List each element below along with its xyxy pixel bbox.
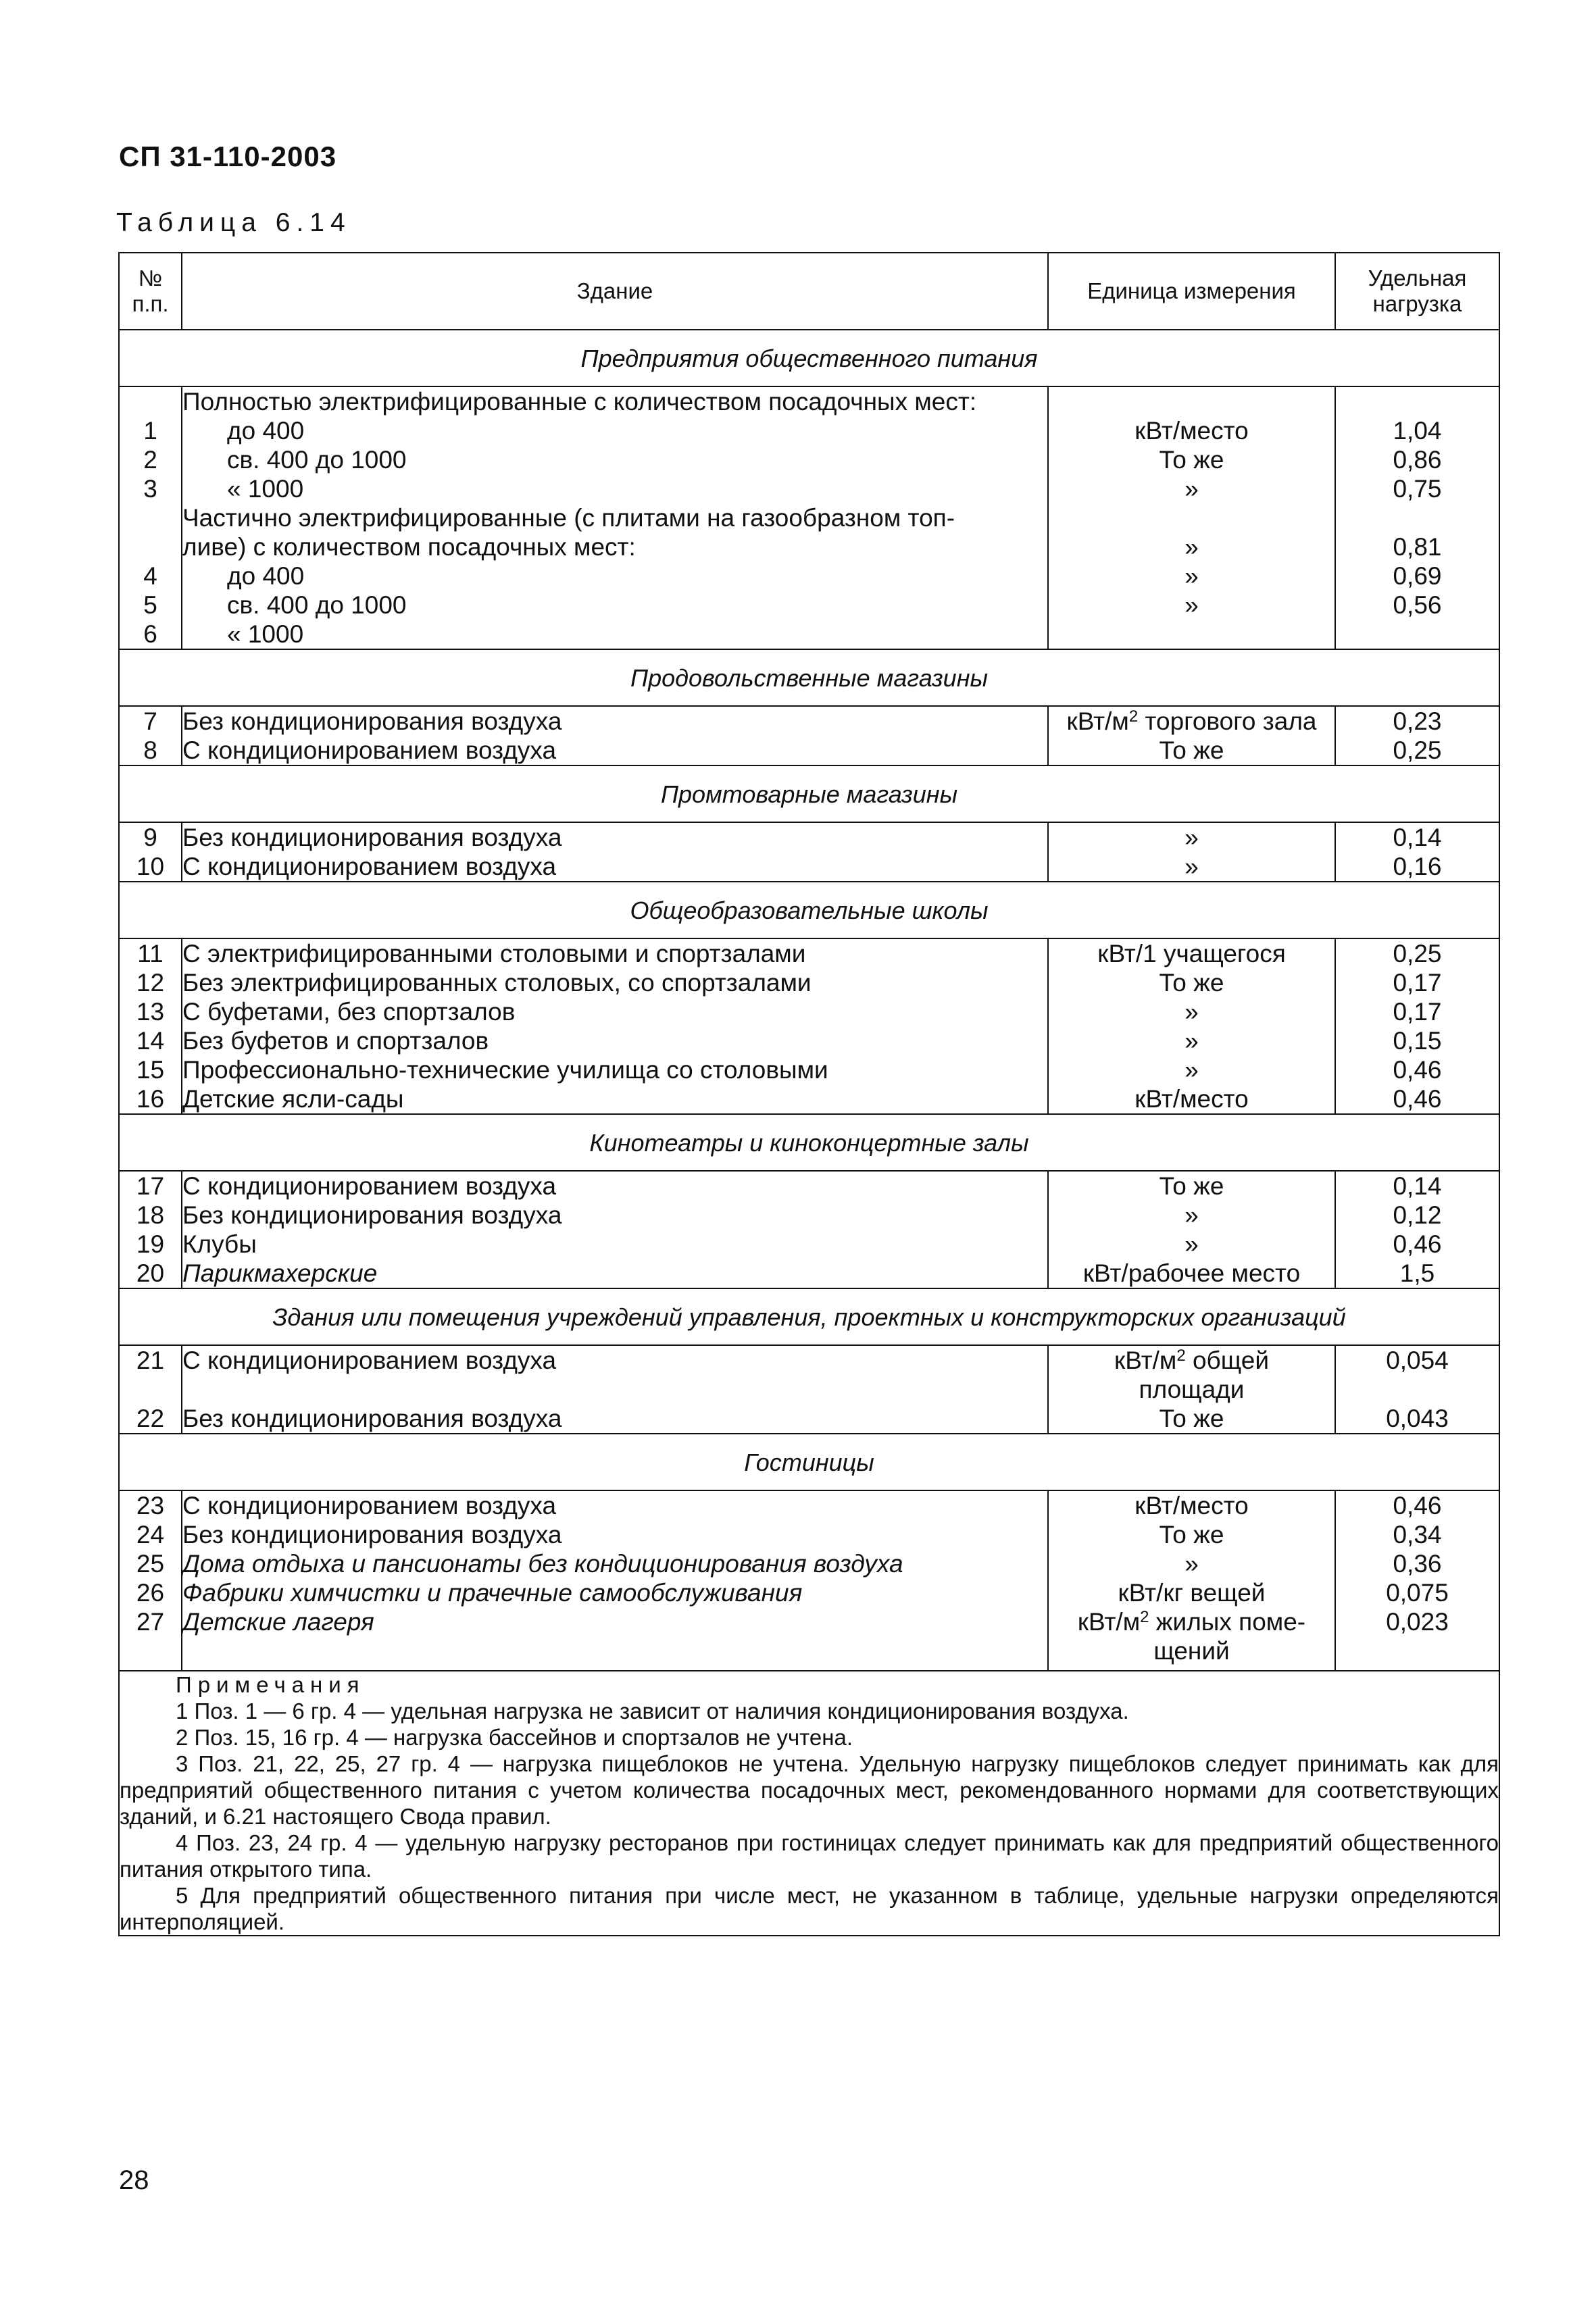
row-value: 1,5: [1399, 1259, 1435, 1287]
row-value: 0,17: [1393, 998, 1442, 1026]
table-row: [119, 822, 1499, 882]
row-names: [182, 938, 1048, 1114]
row-unit: То же: [1159, 1405, 1224, 1432]
row-unit: кВт/1 учащегося: [1097, 940, 1286, 967]
note-item: 1 Поз. 1 — 6 гр. 4 — удельная нагрузка не зависит от наличия кондиционирования воздуха.: [176, 1699, 1129, 1724]
row-units: [1048, 938, 1335, 1114]
row-num: [120, 503, 181, 532]
row-value: 0,14: [1393, 824, 1442, 851]
row-units: [1048, 822, 1335, 882]
row-num: 24: [136, 1521, 165, 1549]
table-row: [119, 1490, 1499, 1671]
row-unit: То же: [1159, 1521, 1224, 1549]
row-num: 21: [136, 1347, 165, 1374]
row-name: С электрифицированными столовыми и спортзалами: [182, 940, 806, 967]
row-value: 0,054: [1386, 1347, 1449, 1374]
row-name: С кондиционированием воздуха: [182, 1492, 557, 1519]
row-unit: кВт/место: [1134, 1492, 1249, 1519]
row-value: 0,36: [1393, 1550, 1442, 1578]
row-num: 9: [143, 824, 157, 851]
header-num: № п.п.: [119, 253, 182, 330]
row-name: С кондиционированием воздуха: [182, 1347, 557, 1374]
row-num: 10: [136, 853, 165, 880]
row-num: 11: [137, 940, 164, 967]
row-unit: »: [1184, 998, 1199, 1026]
row-name: Дома отдыха и пансионаты без кондиционирования воздуха: [182, 1550, 903, 1578]
row-unit: »: [1184, 1201, 1199, 1229]
row-values: [1335, 938, 1499, 1114]
row-num: 20: [136, 1259, 165, 1287]
row-name: до 400: [227, 562, 305, 590]
row-value: 0,81: [1393, 533, 1442, 561]
row-num: 5: [143, 591, 157, 619]
section-title: Общеобразовательные школы: [119, 882, 1499, 938]
row-name: Частично электрифицированные (с плитами на газообразном топ-: [182, 504, 955, 532]
section-title: Предприятия общественного питания: [119, 330, 1499, 386]
row-value: 0,46: [1393, 1230, 1442, 1258]
row-numbers: [119, 938, 182, 1114]
header-unit: Единица измерения: [1048, 253, 1335, 330]
row-name: « 1000: [227, 620, 304, 648]
row-name: до 400: [227, 417, 305, 445]
row-unit: »: [1184, 1230, 1199, 1258]
row-value: 0,023: [1386, 1608, 1449, 1636]
row-names: [182, 706, 1048, 765]
document-code: СП 31-110-2003: [119, 141, 337, 172]
row-num: 1: [143, 417, 157, 445]
row-names: [182, 822, 1048, 882]
section-row: [119, 649, 1499, 706]
row-units: [1048, 1171, 1335, 1288]
row-value: 0,25: [1393, 940, 1442, 967]
row-name: св. 400 до 1000: [227, 591, 407, 619]
row-name: С кондиционированием воздуха: [182, 1172, 557, 1200]
row-unit: »: [1184, 1056, 1199, 1084]
notes-row: [119, 1671, 1499, 1936]
row-name: Без кондиционирования воздуха: [182, 1521, 562, 1549]
row-num: [120, 387, 181, 416]
row-unit: То же: [1159, 1172, 1224, 1200]
row-name: Полностью электрифицированные с количеством посадочных мест:: [182, 388, 977, 416]
row-num: 15: [136, 1056, 165, 1084]
row-name: [182, 1375, 1047, 1404]
table-row: [119, 386, 1499, 649]
row-num: [120, 1375, 181, 1404]
row-num: 23: [136, 1492, 165, 1519]
row-values: [1335, 822, 1499, 882]
row-value: 0,46: [1393, 1085, 1442, 1113]
row-name: Детские лагеря: [182, 1608, 374, 1636]
row-name: « 1000: [227, 475, 304, 503]
table-row: [119, 1345, 1499, 1434]
row-values: [1335, 1171, 1499, 1288]
section-row: [119, 1434, 1499, 1490]
row-names: [182, 1345, 1048, 1434]
row-units: [1048, 1345, 1335, 1434]
row-value: 0,16: [1393, 853, 1442, 880]
row-values: [1335, 1345, 1499, 1434]
row-unit: щений: [1153, 1637, 1230, 1665]
notes-title: Примечания: [176, 1672, 366, 1697]
section-title: Промтоварные магазины: [119, 765, 1499, 822]
row-unit: площади: [1139, 1376, 1245, 1403]
row-unit: кВт/кг вещей: [1118, 1579, 1266, 1607]
row-names: [182, 1490, 1048, 1671]
table-caption: Таблица 6.14: [116, 208, 351, 237]
note-item: 2 Поз. 15, 16 гр. 4 — нагрузка бассейнов и спортзалов не учтена.: [176, 1725, 853, 1750]
row-num: 26: [136, 1579, 165, 1607]
row-num: 2: [143, 446, 157, 474]
row-unit: кВт/место: [1134, 1085, 1249, 1113]
header-load: Удельная нагрузка: [1335, 253, 1499, 330]
row-unit: »: [1184, 1550, 1199, 1578]
row-units: [1048, 706, 1335, 765]
row-unit: »: [1184, 591, 1199, 619]
note-item: 5 Для предприятий общественного питания при числе мест, не указанном в таблице, удельные нагрузки определяются интерполяцией.: [120, 1883, 1499, 1934]
row-unit: »: [1184, 533, 1199, 561]
row-name: Без буфетов и спортзалов: [182, 1027, 489, 1055]
table-row: [119, 938, 1499, 1114]
row-value: 0,69: [1393, 562, 1442, 590]
row-name: ливе) с количеством посадочных мест:: [182, 533, 636, 561]
row-name: С кондиционированием воздуха: [182, 736, 557, 764]
row-units: [1048, 386, 1335, 649]
row-numbers: [119, 1171, 182, 1288]
row-name: св. 400 до 1000: [227, 446, 407, 474]
row-name: Фабрики химчистки и прачечные самообслуживания: [182, 1579, 803, 1607]
row-numbers: [119, 1490, 182, 1671]
row-num: 22: [136, 1405, 165, 1432]
row-values: [1335, 1490, 1499, 1671]
row-num: 8: [143, 736, 157, 764]
row-values: [1335, 706, 1499, 765]
row-unit: [1049, 620, 1335, 649]
row-num: 13: [136, 998, 165, 1026]
row-unit: кВт/$м^2$ общей: [1114, 1347, 1269, 1374]
row-num: 12: [136, 969, 165, 997]
table-row: [119, 1171, 1499, 1288]
section-title: Продовольственные магазины: [119, 649, 1499, 706]
row-num: [120, 532, 181, 561]
row-unit: кВт/рабочее место: [1082, 1259, 1301, 1287]
row-value: 0,56: [1393, 591, 1442, 619]
row-unit: кВт/$м^2$ торгового зала: [1066, 707, 1317, 735]
row-value: 0,043: [1386, 1405, 1449, 1432]
row-name: Без кондиционирования воздуха: [182, 1201, 562, 1229]
row-unit: [1049, 387, 1335, 416]
row-num: 4: [143, 562, 157, 590]
row-unit: »: [1184, 562, 1199, 590]
row-name: Без кондиционирования воздуха: [182, 707, 562, 735]
row-unit: То же: [1159, 446, 1224, 474]
row-units: [1048, 1490, 1335, 1671]
row-num: 3: [143, 475, 157, 503]
row-numbers: [119, 822, 182, 882]
row-value: 0,86: [1393, 446, 1442, 474]
row-unit: »: [1184, 853, 1199, 880]
row-names: [182, 386, 1048, 649]
table-header-row: [119, 253, 1499, 330]
row-value: 0,14: [1393, 1172, 1442, 1200]
row-num: 16: [136, 1085, 165, 1113]
section-row: [119, 765, 1499, 822]
row-num: 25: [136, 1550, 165, 1578]
section-row: [119, 882, 1499, 938]
row-unit: То же: [1159, 736, 1224, 764]
row-names: [182, 1171, 1048, 1288]
section-row: [119, 1288, 1499, 1345]
row-name: Без кондиционирования воздуха: [182, 824, 562, 851]
row-unit: »: [1184, 475, 1199, 503]
row-num: 14: [136, 1027, 165, 1055]
section-title: Гостиницы: [119, 1434, 1499, 1490]
row-value: 0,46: [1393, 1492, 1442, 1519]
row-name: Профессионально-технические училища со столовыми: [182, 1056, 828, 1084]
row-value: [1336, 503, 1499, 532]
row-value: 0,75: [1393, 475, 1442, 503]
section-row: [119, 1114, 1499, 1171]
row-num: 19: [136, 1230, 165, 1258]
row-unit: »: [1184, 1027, 1199, 1055]
row-unit: [1049, 503, 1335, 532]
row-num: 6: [143, 620, 157, 648]
row-name: Без кондиционирования воздуха: [182, 1405, 562, 1432]
row-value: 0,34: [1393, 1521, 1442, 1549]
row-values: [1335, 386, 1499, 649]
row-value: 0,23: [1393, 707, 1442, 735]
row-value: 0,46: [1393, 1056, 1442, 1084]
load-table: [118, 252, 1500, 1936]
row-numbers: [119, 706, 182, 765]
note-item: 4 Поз. 23, 24 гр. 4 — удельную нагрузку ресторанов при гостиницах следует принимать как для предприятий общественного питания открытого типа.: [120, 1830, 1499, 1882]
row-unit: То же: [1159, 969, 1224, 997]
row-value: [1336, 620, 1499, 649]
section-row: [119, 330, 1499, 386]
row-value: 0,15: [1393, 1027, 1442, 1055]
row-value: 1,04: [1393, 417, 1442, 445]
row-unit: »: [1184, 824, 1199, 851]
page-number: 28: [119, 2165, 149, 2195]
row-num: 18: [136, 1201, 165, 1229]
row-value: 0,12: [1393, 1201, 1442, 1229]
row-name: С буфетами, без спортзалов: [182, 998, 516, 1026]
notes-block: [119, 1671, 1499, 1936]
section-title: Кинотеатры и киноконцертные залы: [119, 1114, 1499, 1171]
row-value: 0,25: [1393, 736, 1442, 764]
row-name: Детские ясли-сады: [182, 1085, 404, 1113]
table-row: [119, 706, 1499, 765]
row-num: 7: [143, 707, 157, 735]
row-numbers: [119, 1345, 182, 1434]
row-num: 17: [136, 1172, 165, 1200]
row-value: [1336, 1375, 1499, 1404]
row-value: 0,17: [1393, 969, 1442, 997]
row-value: [1336, 387, 1499, 416]
row-name: Парикмахерские: [182, 1259, 378, 1287]
row-numbers: [119, 386, 182, 649]
note-item: 3 Поз. 21, 22, 25, 27 гр. 4 — нагрузка пищеблоков не учтена. Удельную нагрузку пищеблоков следует принимать как для предприятий общественного питания с учетом количества посадочных мест, рекомендованного нормами для соответствующих зданий, и 6.21 настоящего Свода правил.: [120, 1751, 1499, 1829]
row-unit: кВт/$м^2$ жилых поме-: [1077, 1608, 1306, 1636]
row-name: Без электрифицированных столовых, со спортзалами: [182, 969, 812, 997]
section-title: Здания или помещения учреждений управления, проектных и конструкторских организаций: [119, 1288, 1499, 1345]
header-building: Здание: [182, 253, 1048, 330]
row-num: 27: [136, 1608, 165, 1636]
row-unit: кВт/место: [1134, 417, 1249, 445]
row-name: Клубы: [182, 1230, 257, 1258]
row-value: 0,075: [1386, 1579, 1449, 1607]
row-name: С кондиционированием воздуха: [182, 853, 557, 880]
